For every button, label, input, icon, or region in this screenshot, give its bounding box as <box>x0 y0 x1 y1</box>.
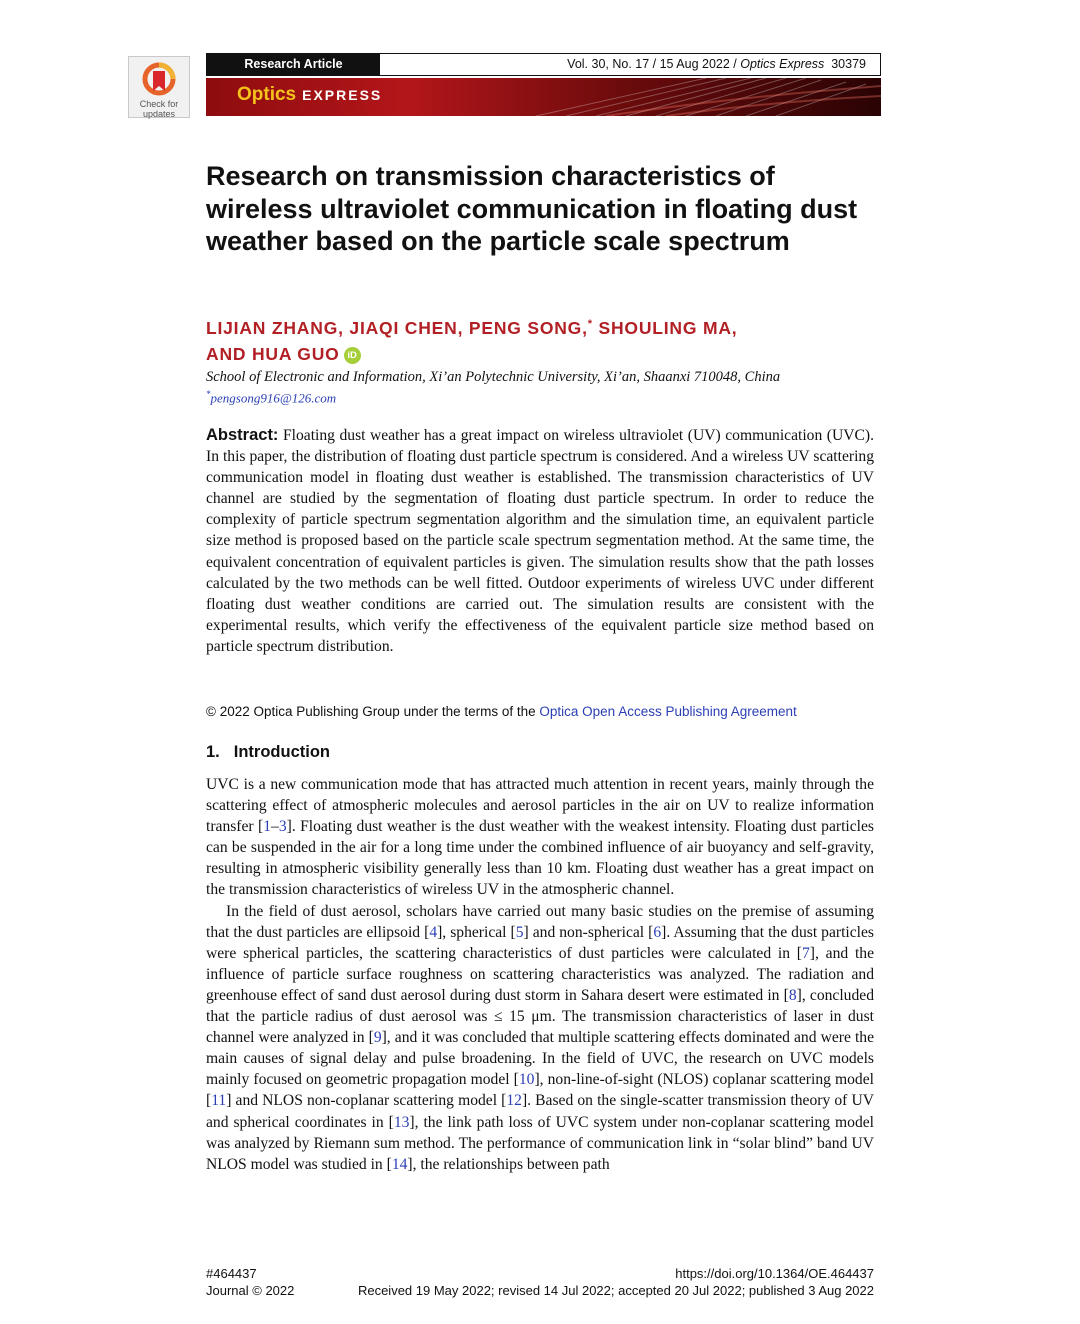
citation-link[interactable]: 6 <box>653 923 662 941</box>
paper-title: Research on transmission characteristics of wireless ultraviolet communication in floating dust weather based on the particle scale spectrum <box>206 161 858 256</box>
text-run: ], the relationships between path <box>407 1155 610 1173</box>
text-run: UVC is a new communication mode that has attracted much attention in recent years, mainly through the scattering effect of atmospheric molecules and aerosol particles in the air on UV to realize information transfer [ <box>206 776 874 836</box>
volume-text: Vol. 30, No. 17 / 15 Aug 2022 / <box>567 57 741 71</box>
section-title: Introduction <box>233 743 330 761</box>
text-run: ]. Assuming that the dust particles were spherical particles, the scattering characteristics of dust particles were calculated in [ <box>206 923 874 962</box>
badge-text-line2: updates <box>142 109 176 119</box>
authors-line2: AND HUA GUO <box>206 343 340 364</box>
open-access-agreement-link[interactable]: Optica Open Access Publishing Agreement <box>539 704 797 719</box>
introduction-body <box>206 774 874 1175</box>
citation-link[interactable]: 10 <box>518 1071 535 1089</box>
text-run: ], and the influence of particle surface roughness on scattering characteristics was analyzed. The radiation and greenhouse effect of sand dust aerosol during dust storm in Sahara desert were estimated in [ <box>206 944 874 1004</box>
section-number: 1. <box>206 743 220 761</box>
text-run: ], and it was concluded that multiple scattering effects dominated and were the main causes of signal delay and pulse broadening. In the field of UVC, the research on UVC models mainly focused on geometric propagation model [ <box>206 1029 875 1089</box>
journal-header-bar <box>206 53 881 76</box>
badge-text-line1: Check for <box>139 99 179 109</box>
authors-line1: LIJIAN ZHANG, JIAQI CHEN, PENG SONG, <box>206 317 588 338</box>
abstract-label: Abstract: <box>206 426 279 444</box>
citation-link[interactable]: 12 <box>506 1092 522 1110</box>
citation-link[interactable]: 4 <box>429 923 438 941</box>
doi-link[interactable]: https://doi.org/10.1364/OE.464437 <box>675 1266 874 1281</box>
bookmark-ring-icon <box>141 61 177 99</box>
copyright-text: © 2022 Optica Publishing Group under the terms of the <box>206 704 540 719</box>
footer-right <box>358 1266 874 1299</box>
abstract <box>206 425 874 657</box>
citation-link[interactable]: 8 <box>788 986 797 1004</box>
volume-info <box>380 54 880 75</box>
abstract-text: Floating dust weather has a great impact on wireless ultraviolet (UV) communication (UVC). In this paper, the distribution of floating dust particle spectrum is considered. And a wireless UV scattering communication model in floating dust weather is established. The transmission characteristics of UV channel are studied by the segmentation of floating dust particle spectrum. In order to reduce the complexity of particle spectrum segmentation algorithm and the simulation time, an equivalent particle size method is proposed based on the particle scale spectrum segmentation method. At the same time, the equivalent concentration of equivalent particles is given. The simulation results show that the path losses calculated by the two methods can be well fitted. Outdoor experiments of wireless UVC under different floating dust weather conditions are carried out. The simulation results are consistent with the experimental results, which verify the effectiveness of the equivalent particle size method based on particle spectrum distribution. <box>206 427 874 655</box>
text-run: ], spherical [ <box>437 923 516 941</box>
text-run: In the field of dust aerosol, scholars have carried out many basic studies on the premise of assuming that the dust particles are ellipsoid [ <box>206 902 874 941</box>
optics-express-logo <box>237 84 382 106</box>
corresponding-mark: * <box>587 318 593 330</box>
text-run: ], non-line-of-sight (NLOS) coplanar scattering model [ <box>206 1071 874 1110</box>
citation-link[interactable]: 9 <box>373 1029 382 1047</box>
text-run: – <box>271 818 279 836</box>
email-address: pengsong916@126.com <box>210 390 337 406</box>
journal-banner <box>206 78 881 116</box>
author-list <box>206 311 866 367</box>
check-for-updates-badge[interactable] <box>128 56 190 118</box>
email-mark: * <box>206 389 211 399</box>
intro-paragraph-2 <box>206 901 874 1175</box>
text-run: ], the link path loss of UVC system under non-coplanar scattering model was analyzed by Riemann sum method. The performance of communication link in “solar blind” band UV NLOS model was studied in [ <box>206 1113 874 1173</box>
manuscript-id: #464437 <box>206 1266 257 1281</box>
citation-link[interactable]: 11 <box>211 1092 227 1110</box>
text-run: ] and non-spherical [ <box>523 923 654 941</box>
journal-name: Optics Express <box>740 57 825 71</box>
copyright-notice <box>206 703 874 721</box>
citation-link[interactable]: 1 <box>263 818 272 836</box>
intro-paragraph-1 <box>206 774 874 901</box>
logo-optics: Optics <box>237 84 297 105</box>
footer-left <box>206 1266 294 1299</box>
logo-express: EXPRESS <box>302 87 383 103</box>
text-run: ] and NLOS non-coplanar scattering model [ <box>226 1092 507 1110</box>
citation-link[interactable]: 14 <box>391 1155 408 1173</box>
text-run: ], concluded that the particle radius of dust aerosol was ≤ 15 μm. The transmission characteristics of laser in dust channel were analyzed in [ <box>206 986 874 1047</box>
section-heading <box>206 742 330 762</box>
corresponding-email[interactable] <box>206 386 336 406</box>
journal-copyright: Journal © 2022 <box>206 1282 295 1298</box>
article-type-label: Research Article <box>207 54 380 75</box>
citation-link[interactable]: 7 <box>802 944 810 962</box>
publication-history: Received 19 May 2022; revised 14 Jul 2022; accepted 20 Jul 2022; published 3 Aug 2022 <box>357 1282 874 1298</box>
page-number: 30379 <box>831 57 866 71</box>
citation-link[interactable]: 3 <box>278 818 287 836</box>
citation-link[interactable]: 13 <box>393 1113 410 1131</box>
orcid-icon[interactable]: iD <box>344 347 361 364</box>
citation-link[interactable]: 5 <box>515 923 524 941</box>
text-run: ]. Floating dust weather is the dust weather with the weakest intensity. Floating dust particles can be suspended in the air for a long time under the combined influence of air buoyancy and self-gravity, resulting in atmospheric visibility generally less than 10 km. Floating dust weather has a great impact on the transmission characteristics of wireless UV in the atmospheric channel. <box>206 818 874 899</box>
authors-line1-end: SHOULING MA, <box>592 317 738 338</box>
affiliation: School of Electronic and Information, Xi’an Polytechnic University, Xi’an, Shaanxi 710048, China <box>206 369 781 385</box>
text-run: ]. Based on the single-scatter transmission theory of UV and spherical coordinates in [ <box>206 1092 874 1131</box>
